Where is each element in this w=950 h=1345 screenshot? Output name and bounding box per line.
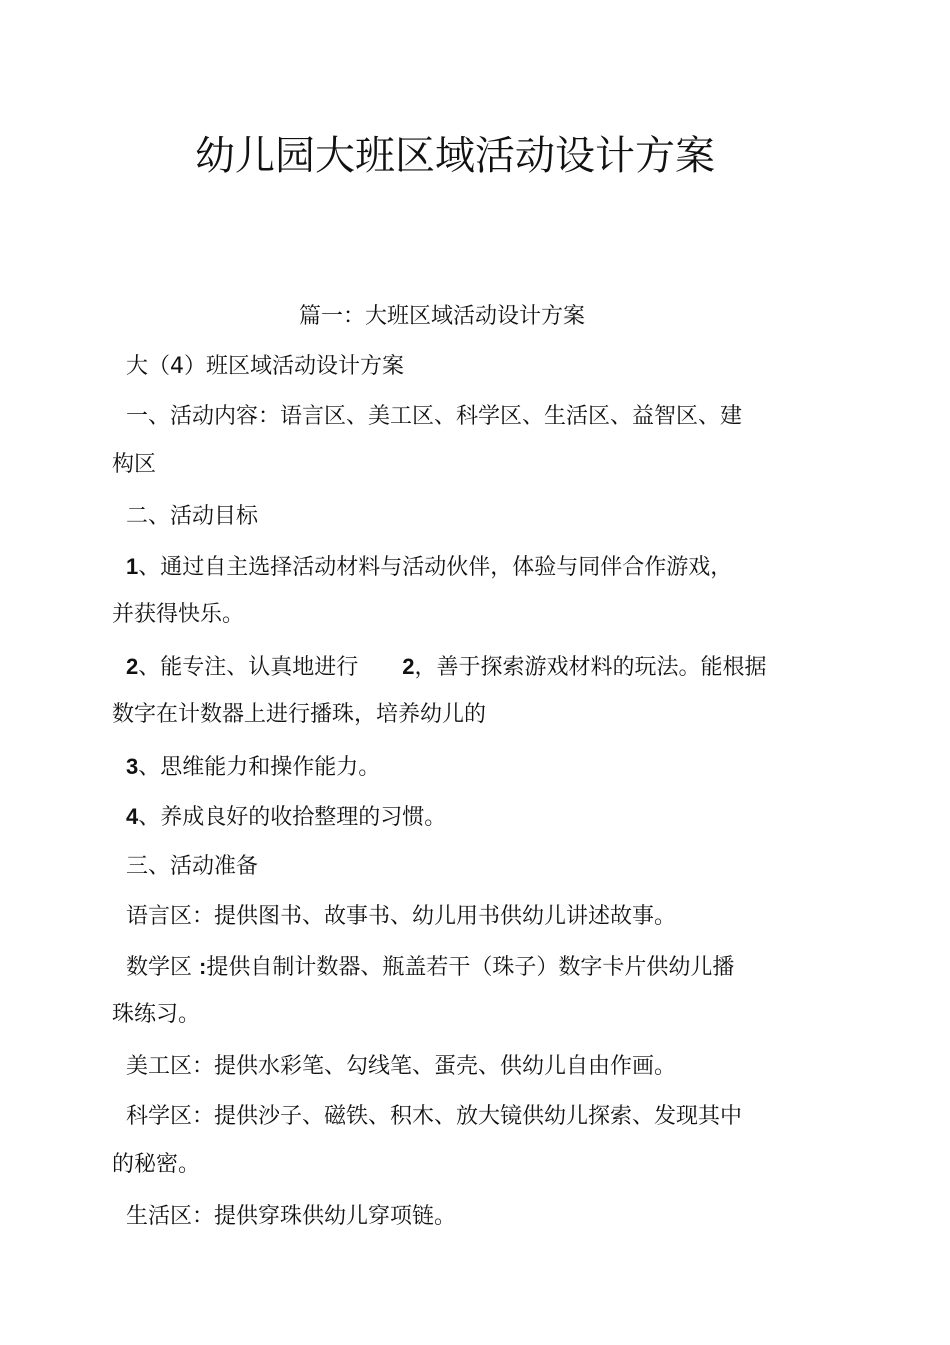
document-title: 幼儿园大班区域活动设计方案 bbox=[195, 133, 715, 179]
content-heading-line-2: 构区 bbox=[112, 452, 157, 477]
goal-3 bbox=[126, 750, 380, 785]
prep-language: 语言区：提供图书、故事书、幼儿用书供幼儿讲述故事。 bbox=[126, 904, 677, 929]
prep-science-line-1: 科学区：提供沙子、磁铁、积木、放大镜供幼儿探索、发现其中 bbox=[126, 1104, 743, 1129]
prep-math-line-2: 珠练习。 bbox=[112, 1002, 201, 1027]
prep-math-colon: : bbox=[199, 954, 207, 979]
prep-art: 美工区：提供水彩笔、勾线笔、蛋壳、供幼儿自由作画。 bbox=[126, 1054, 677, 1079]
prep-science-line-2: 的秘密。 bbox=[112, 1152, 201, 1177]
goal-2-line-1 bbox=[126, 650, 767, 685]
goals-heading: 二、活动目标 bbox=[126, 504, 259, 529]
goal-1-line-1 bbox=[126, 550, 732, 585]
goal-1-line-2: 并获得快乐。 bbox=[112, 602, 245, 627]
goal-2-text: 、能专注、认真地进行 bbox=[138, 655, 359, 680]
section-heading: 篇一：大班区域活动设计方案 bbox=[298, 304, 585, 329]
prep-life: 生活区：提供穿珠供幼儿穿项链。 bbox=[126, 1204, 457, 1229]
goal-4-number: 4 bbox=[126, 804, 139, 829]
prep-math-text: 提供自制计数器、瓶盖若干（珠子）数字卡片供幼儿播 bbox=[206, 955, 735, 980]
goal-3-text: 、思维能力和操作能力。 bbox=[138, 755, 381, 780]
class-title: 大（4）班区域活动设计方案 bbox=[126, 354, 404, 379]
goal-2-number: 2 bbox=[126, 654, 139, 679]
goal-3-number: 3 bbox=[126, 754, 139, 779]
prep-math-line-1 bbox=[126, 950, 734, 985]
goal-1-number: 1 bbox=[126, 554, 139, 579]
goal-4 bbox=[126, 800, 446, 835]
goal-2-text-continued: ，善于探索游戏材料的玩法。能根据 bbox=[414, 655, 767, 680]
goal-1-text: 、通过自主选择活动材料与活动伙伴，体验与同伴合作游戏， bbox=[138, 555, 733, 580]
prep-math-label: 数学区 bbox=[126, 955, 193, 980]
goal-2-line-2: 数字在计数器上进行播珠，培养幼儿的 bbox=[112, 702, 487, 727]
content-heading-line-1: 一、活动内容：语言区、美工区、科学区、生活区、益智区、建 bbox=[126, 404, 743, 429]
prep-heading: 三、活动准备 bbox=[126, 854, 259, 879]
goal-2-inline-number: 2 bbox=[402, 654, 415, 679]
goal-4-text: 、养成良好的收拾整理的习惯。 bbox=[138, 805, 447, 830]
